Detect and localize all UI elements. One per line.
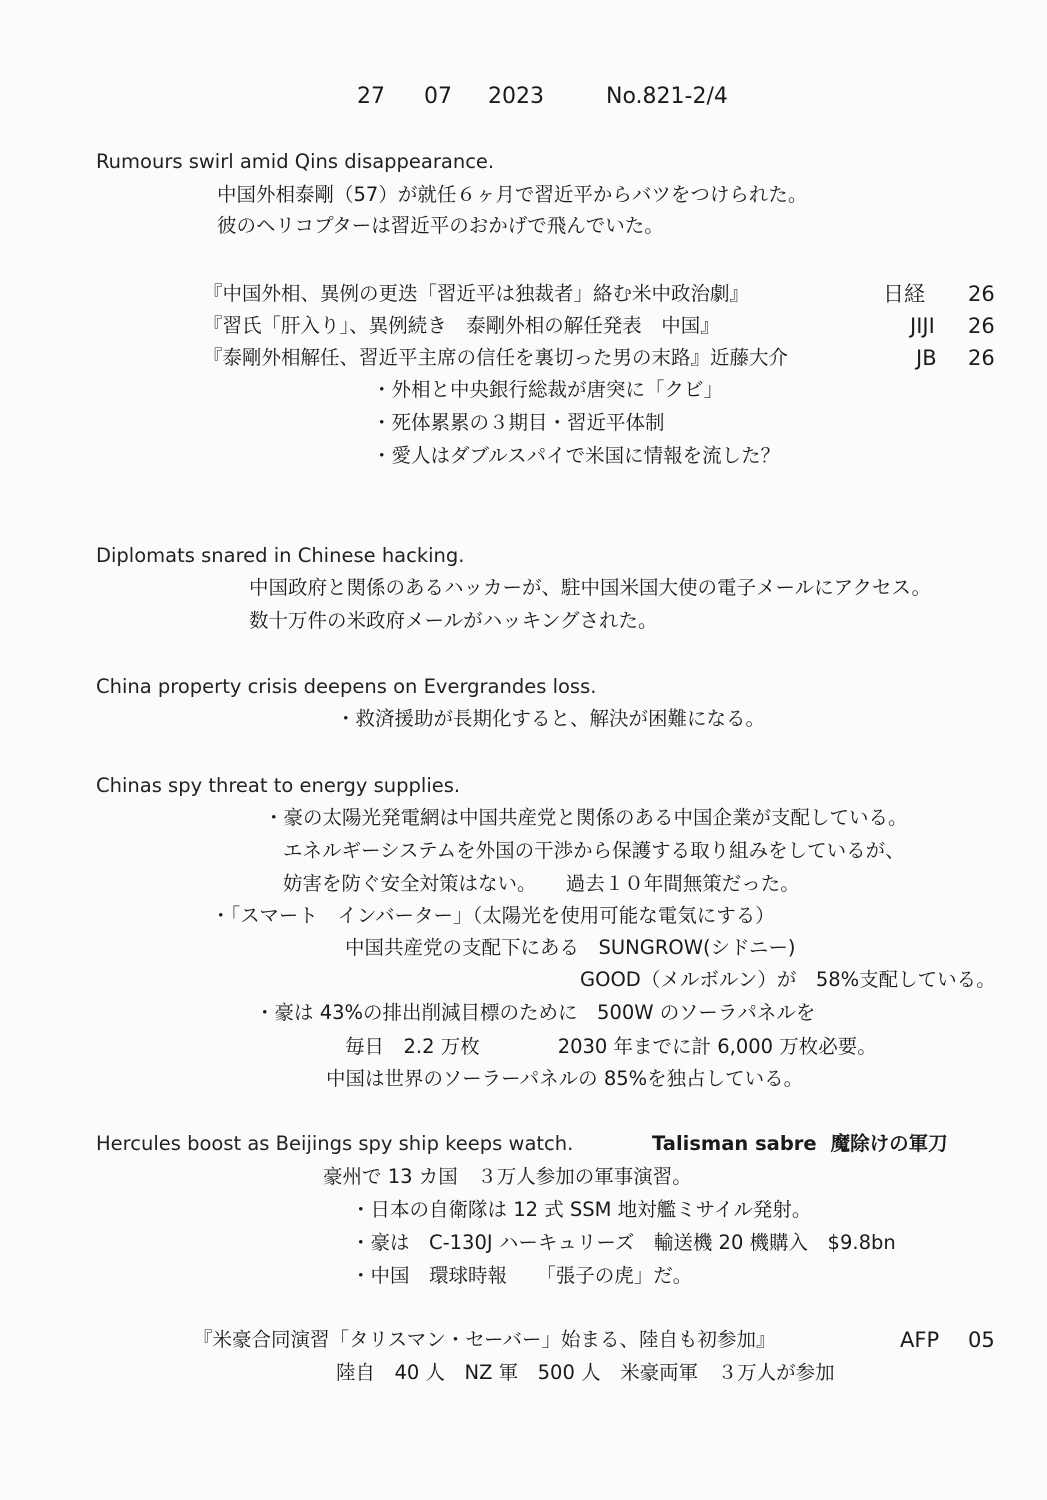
s1-article-2-date: 26 — [968, 314, 995, 338]
s5-note: 陸自 40 人 NZ 軍 500 人 米豪両軍 ３万人が参加 — [336, 1361, 835, 1384]
s1-article-3-source: JB — [916, 346, 937, 370]
date-year: 2023 — [488, 84, 544, 109]
s4-line-4: ・「スマート インバーター」（太陽光を使用可能な電気にする） — [211, 904, 775, 927]
talisman-sabre-en: Talisman sabre — [652, 1132, 817, 1155]
headline-2: Diplomats snared in Chinese hacking. — [96, 544, 465, 567]
s1-article-2-source: JIJI — [910, 314, 935, 338]
s1-line-2: 彼のヘリコプターは習近平のおかげで飛んでいた。 — [217, 214, 664, 237]
headline-5: Hercules boost as Beijings spy ship keeps watch. — [96, 1132, 574, 1155]
s1-bullet-3: ・愛人はダブルスパイで米国に情報を流した？ — [372, 444, 781, 467]
s4-line-2: エネルギーシステムを外国の干渉から保護する取り組みをしているが、 — [283, 839, 905, 862]
headline-3: China property crisis deepens on Evergrandes loss. — [96, 675, 597, 698]
s5-line-3: ・豪は C-130J ハーキュリーズ 輸送機 20 機購入 $9.8bn — [351, 1231, 896, 1254]
s1-article-3-date: 26 — [968, 346, 995, 370]
s3-line-1: ・救済援助が長期化すると、解決が困難になる。 — [336, 707, 766, 730]
s4-line-9: 中国は世界のソーラーパネルの 85%を独占している。 — [326, 1067, 804, 1090]
s1-article-1-source: 日経 — [883, 282, 925, 306]
issue-number: No.821-2/4 — [606, 84, 728, 109]
s4-line-5: 中国共産党の支配下にある SUNGROW(シドニー) — [345, 936, 796, 959]
s1-article-3-title: 『泰剛外相解任、習近平主席の信任を裏切った男の末路』近藤大介 — [203, 346, 789, 369]
date-month: 07 — [424, 84, 452, 109]
s4-line-6: GOOD（メルボルン）が 58%支配している。 — [580, 968, 996, 991]
s4-line-3: 妨害を防ぐ安全対策はない。 過去１０年間無策だった。 — [283, 872, 800, 895]
s1-article-1-date: 26 — [968, 282, 995, 306]
talisman-sabre-jp: 魔除けの軍刀 — [830, 1132, 948, 1155]
headline-1: Rumours swirl amid Qins disappearance. — [96, 150, 495, 173]
s1-bullet-1: ・外相と中央銀行総裁が唐突に「クビ」 — [372, 378, 724, 401]
s2-line-2: 数十万件の米政府メールがハッキングされた。 — [249, 609, 658, 632]
s5-line-1: 豪州で 13 カ国 ３万人参加の軍事演習。 — [323, 1165, 692, 1188]
s1-article-2-title: 『習氏「肝入り」、異例続き 泰剛外相の解任発表 中国』 — [203, 314, 720, 337]
talisman-sabre-label — [652, 1132, 948, 1156]
s1-line-1: 中国外相泰剛（57）が就任６ヶ月で習近平からバツをつけられた。 — [217, 183, 808, 206]
s4-line-8: 毎日 2.2 万枚 2030 年までに計 6,000 万枚必要。 — [345, 1035, 877, 1058]
s5-line-4: ・中国 環球時報 「張子の虎」だ。 — [351, 1264, 693, 1287]
s4-line-1: ・豪の太陽光発電網は中国共産党と関係のある中国企業が支配している。 — [264, 806, 908, 829]
s5-article-1-date: 05 — [968, 1328, 995, 1352]
s1-article-1-title: 『中国外相、異例の更迭「習近平は独裁者」絡む米中政治劇』 — [203, 282, 750, 305]
date-day: 27 — [357, 84, 385, 109]
s4-line-7: ・豪は 43%の排出削減目標のために 500W のソーラパネルを — [255, 1001, 816, 1024]
s5-line-2: ・日本の自衛隊は 12 式 SSM 地対艦ミサイル発射。 — [351, 1198, 812, 1221]
s5-article-1-title: 『米豪合同演習「タリスマン・セーバー」始まる、陸自も初参加』 — [193, 1328, 776, 1351]
headline-4: Chinas spy threat to energy supplies. — [96, 774, 461, 797]
s1-bullet-2: ・死体累累の３期目・習近平体制 — [372, 411, 665, 434]
s5-article-1-source: AFP — [900, 1328, 940, 1352]
s2-line-1: 中国政府と関係のあるハッカーが、駐中国米国大使の電子メールにアクセス。 — [249, 576, 932, 599]
